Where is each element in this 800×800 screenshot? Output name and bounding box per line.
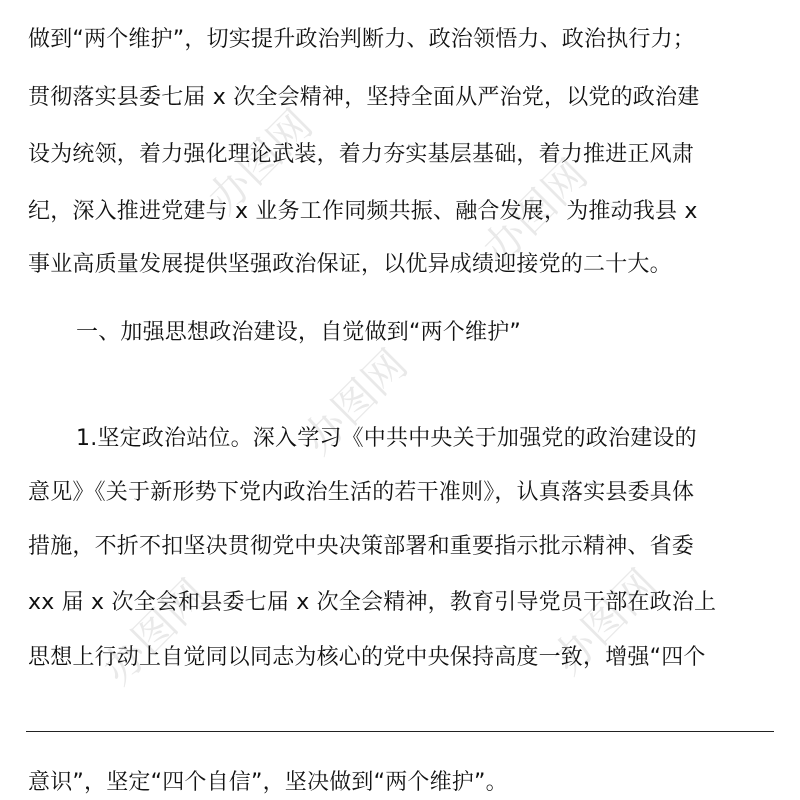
page-break-divider	[26, 731, 774, 732]
paragraph-line: 贯彻落实县委七届 x 次全会精神，坚持全面从严治党，以党的政治建	[28, 85, 700, 110]
item-line: xx 届 x 次全会和县委七届 x 次全会精神，教育引导党员干部在政治上	[28, 590, 717, 615]
paragraph-line: 设为统领，着力强化理论武装，着力夯实基层基础，着力推进正风肃	[28, 142, 695, 167]
next-page-line: 意识”，坚定“四个自信”，坚决做到“两个维护”。	[28, 770, 508, 795]
watermark: 办图网	[92, 569, 217, 694]
paragraph-line: 做到“两个维护”，切实提升政治判断力、政治领悟力、政治执行力；	[28, 27, 695, 52]
watermark: 办图网	[292, 339, 417, 464]
paragraph-line: 纪，深入推进党建与 x 业务工作同频共振、融合发展，为推动我县 x	[28, 199, 698, 224]
item-line: 意见》《关于新形势下党内政治生活的若干准则》，认真落实县委具体	[28, 480, 695, 505]
section-heading: 一、加强思想政治建设，自觉做到“两个维护”	[76, 320, 521, 345]
watermark: 办图网	[472, 149, 597, 274]
item-line: 思想上行动上自觉同以同志为核心的党中央保持高度一致，增强“四个	[28, 645, 706, 670]
item-line: 1.坚定政治站位。深入学习《中共中央关于加强党的政治建设的	[76, 426, 697, 451]
watermark: 办图网	[542, 559, 667, 684]
item-line: 措施，不折不扣坚决贯彻党中央决策部署和重要指示批示精神、省委	[28, 534, 695, 559]
paragraph-line: 事业高质量发展提供坚强政治保证，以优异成绩迎接党的二十大。	[28, 252, 672, 277]
watermark: 办图网	[197, 99, 322, 224]
